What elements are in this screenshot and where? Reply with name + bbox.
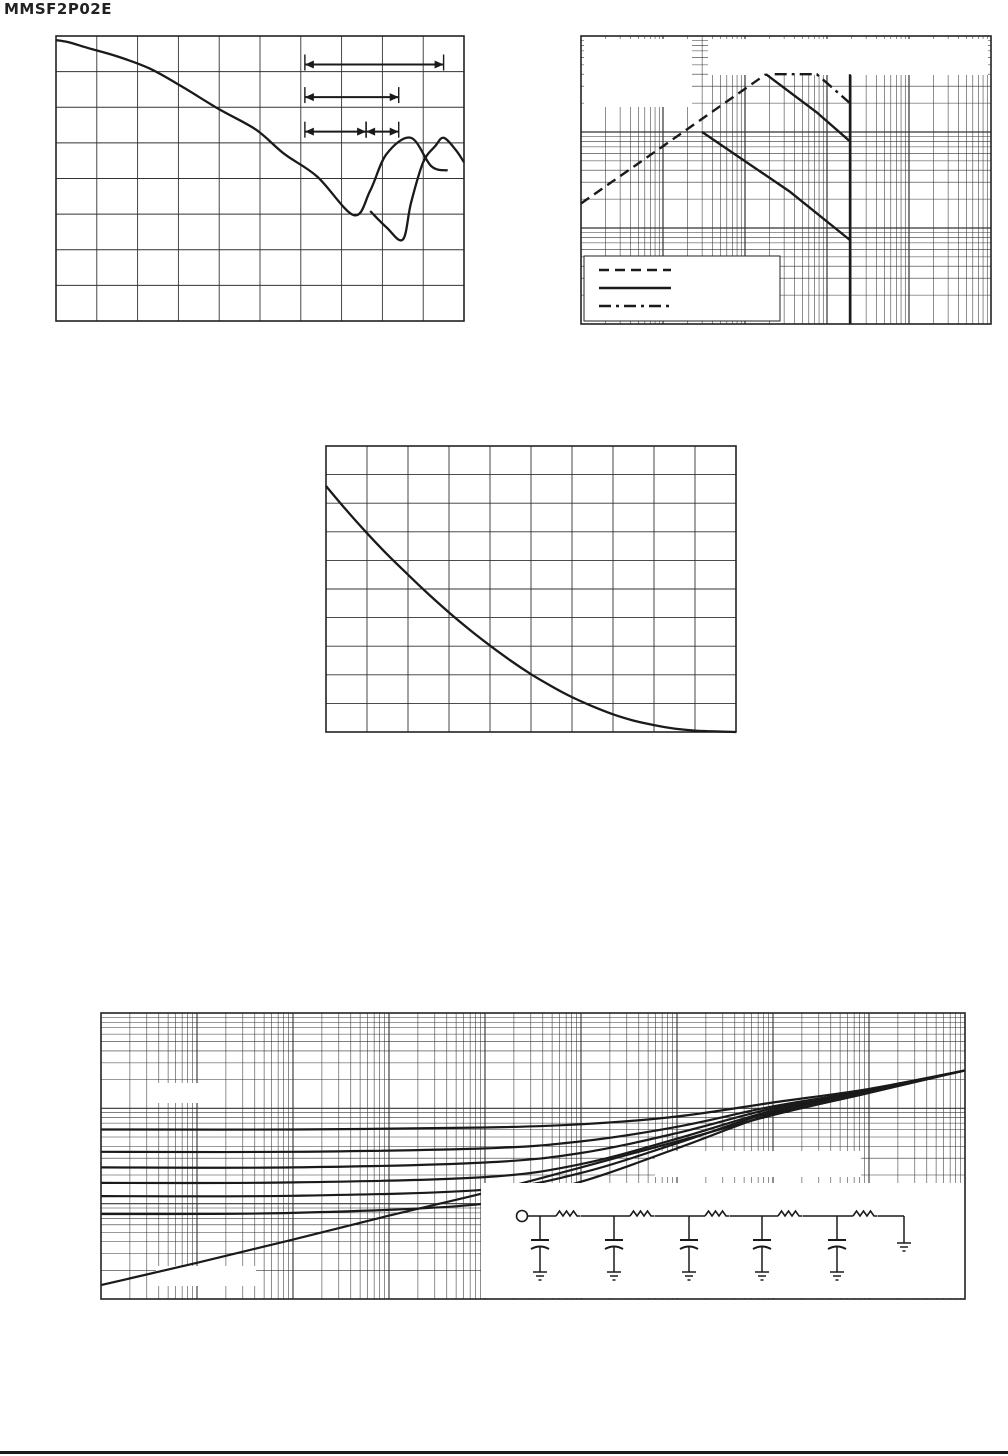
plot-area [101,1013,965,1299]
label-box [708,39,988,75]
trace-b-line [370,138,464,241]
upper-solid-line [766,74,850,141]
arrow-head [305,128,314,136]
trace-a-line [56,40,448,215]
thermal-response-chart [100,1012,966,1300]
footer-rule [0,1451,1008,1454]
curve-2-line [101,1070,965,1152]
input-node [517,1211,528,1222]
plot-area [56,36,464,321]
arrow-head [357,128,366,136]
part-number: MMSF2P02E [4,0,112,18]
rc-network-background [481,1183,965,1298]
arrow-head [305,61,314,69]
decay-curve-chart [325,445,737,733]
lower-solid-line [702,132,850,240]
plot-area [581,36,991,324]
arrow-head [390,93,399,101]
switching-waveform-chart [55,35,465,322]
plot-area [326,446,736,732]
arrow-head [435,61,444,69]
curve-5-line [101,1070,965,1196]
arrow-head [390,128,399,136]
safe-operating-area-chart [580,35,992,325]
arrow-head [366,128,375,136]
arrow-head [305,93,314,101]
label-box [149,1083,203,1103]
label-box [584,39,692,107]
label-box [655,1151,861,1177]
